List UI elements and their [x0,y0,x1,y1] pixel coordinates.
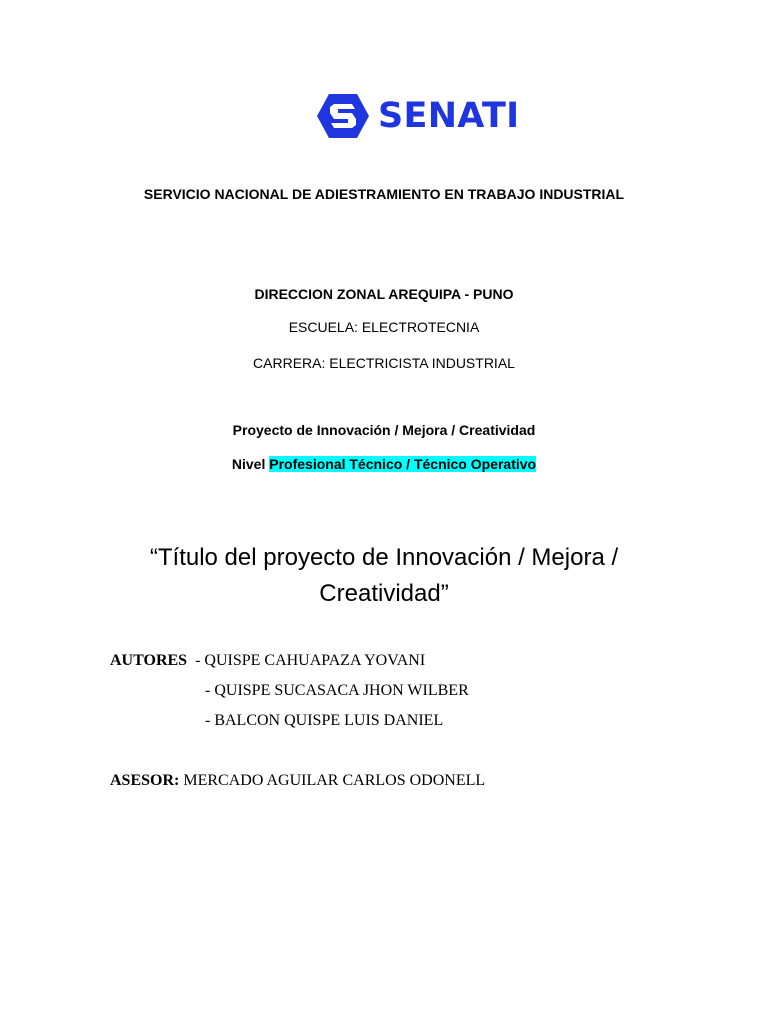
project-title [84,540,684,612]
school-line: ESCUELA: ELECTROTECNIA [288,319,480,335]
author-item: - QUISPE SUCASACA JHON WILBER [205,682,469,699]
advisor-row [110,772,485,790]
advisor-name: MERCADO AGUILAR CARLOS ODONELL [179,772,486,789]
logo-wordmark: SENATI [378,96,520,136]
project-title-line-2: Creatividad” [319,580,449,607]
author-item: - BALCON QUISPE LUIS DANIEL [205,712,444,729]
advisor-label: ASESOR: [110,772,180,789]
zonal-direction: DIRECCION ZONAL AREQUIPA - PUNO [254,286,514,302]
level-prefix: Nivel [231,456,270,472]
authors-label: AUTORES [110,652,188,669]
level-value-highlight: Profesional Técnico / Técnico Operativo [269,456,537,472]
institution-name: SERVICIO NACIONAL DE ADIESTRAMIENTO EN TRABAJO INDUSTRIAL [143,186,625,202]
author-item: - QUISPE CAHUAPAZA YOVANI [195,652,426,669]
senati-logo [316,92,520,140]
authors-row-1 [110,652,425,670]
project-type: Proyecto de Innovación / Mejora / Creatividad [232,422,536,438]
career-line: CARRERA: ELECTRICISTA INDUSTRIAL [253,355,515,371]
project-level [0,456,768,472]
project-title-line-1: “Título del proyecto de Innovación / Mejora / [149,544,619,571]
